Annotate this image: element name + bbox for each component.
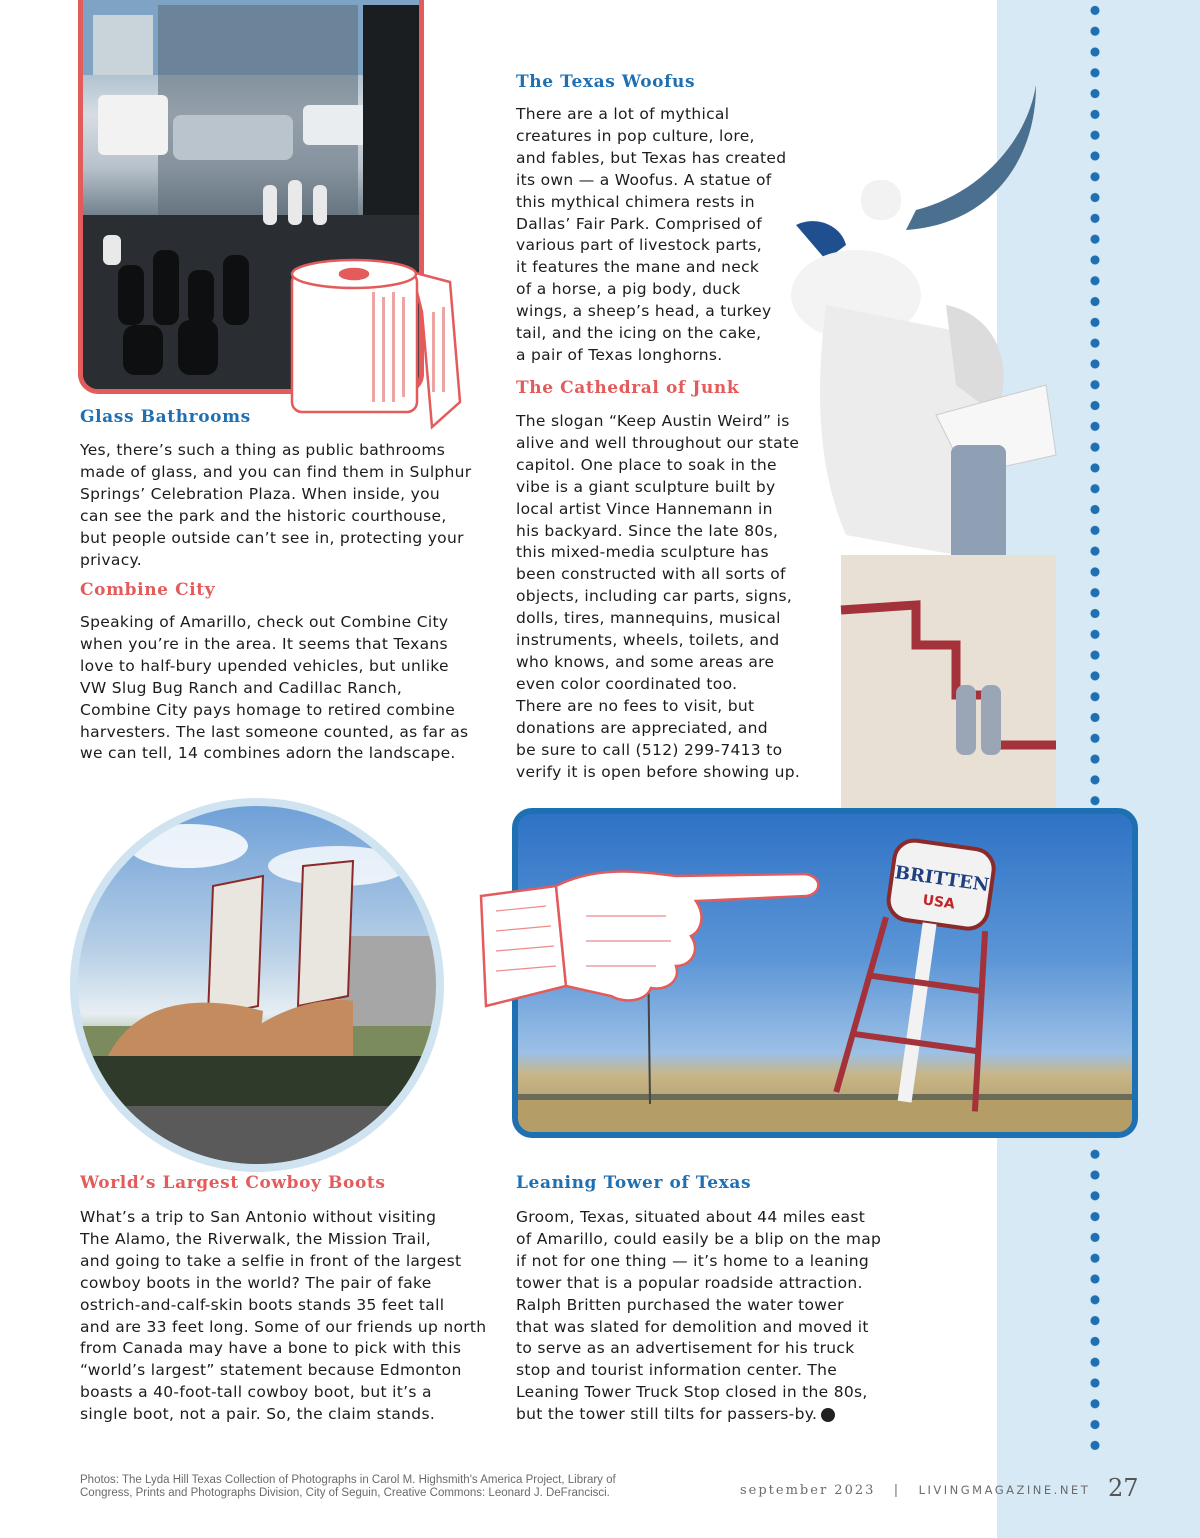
cathedral-body: The slogan “Keep Austin Weird” is alive and well throughout our state capitol. One place to soak in the vibe is a giant sculpture built by local artist Vince Hannemann in his backyard. Since the late 80s, this mixed-media sculpture has been constructed with all sorts of objects, including car parts, signs, dolls, tires, mannequins, musical instruments, wheels, toilets, and who knows, and some areas are even color coordinated too. There are no fees to visit, but donations are appreciated, and be sure to call (512) 299-7413 to verify it is open before showing up. <box>516 412 801 781</box>
pointing-hand-illustration <box>476 856 826 1011</box>
page-footer <box>740 1483 1090 1498</box>
dotted-rule <box>1089 0 1101 1460</box>
woofus-body: There are a lot of mythical creatures in pop culture, lore, and fables, but Texas has created its own — a Woofus. A statue of this mythical chimera rests in Dallas’ Fair Park. Comprised of various part of livestock parts, it features the mane and neck of a horse, a pig body, duck wings, a sheep’s head, a turkey tail, and the icing on the cake, a pair of Texas longhorns. <box>516 105 787 364</box>
boots-body: What’s a trip to San Antonio without visiting The Alamo, the Riverwalk, the Mission Trail, and going to take a selfie in front of the largest cowboy boots in the world? The pair of fake ostrich-and-calf-skin boots stands 35 feet tall and are 33 feet long. Some of our friends up north from Canada may have a bone to pick with this “world’s largest” statement because Edmonton boasts a 40-foot-tall cowboy boot, but it’s a single boot, not a pair. So, the claim stands. <box>80 1208 487 1424</box>
woofus-statue-illustration <box>786 85 1086 810</box>
website-link[interactable]: LIVINGMAGAZINE.NET <box>918 1483 1091 1497</box>
end-mark-icon <box>821 1408 835 1422</box>
woofus-heading: The Texas Woofus <box>516 72 696 92</box>
page-number: 27 <box>1108 1474 1139 1502</box>
tower-sign-usa: USA <box>921 892 956 913</box>
cathedral-heading: The Cathedral of Junk <box>516 378 740 398</box>
tower-sign-britten: BRITTEN <box>893 862 991 897</box>
cowboy-boots-photo <box>70 798 444 1172</box>
woofus-statue-photo <box>786 85 1086 810</box>
cowboy-boots-illustration <box>78 806 436 1164</box>
toilet-paper-illustration <box>282 252 472 442</box>
boots-heading: World’s Largest Cowboy Boots <box>80 1173 386 1193</box>
combine-body: Speaking of Amarillo, check out Combine City when you’re in the area. It seems that Texans love to half-bury upended vehicles, but unlike VW Slug Bug Ranch and Cadillac Ranch, Combine City pays homage to retired combine harvesters. The last someone counted, as far as we can tell, 14 combines adorn the landscape. <box>80 613 469 763</box>
issue-date: september 2023 <box>740 1483 876 1498</box>
glass-body: Yes, there’s such a thing as public bathrooms made of glass, and you can find them in Sulphur Springs’ Celebration Plaza. When inside, you can see the park and the historic courthouse, but people outside can’t see in, protecting your privacy. <box>80 441 472 569</box>
tower-heading: Leaning Tower of Texas <box>516 1173 752 1193</box>
combine-heading: Combine City <box>80 580 216 600</box>
glass-heading: Glass Bathrooms <box>80 407 251 427</box>
tower-body: Groom, Texas, situated about 44 miles east of Amarillo, could easily be a blip on the map if not for one thing — it’s home to a leaning tower that is a popular roadside attraction. Ralph Britten purchased the water tower that was slated for demolition and moved it to serve as an advertisement for his truck stop and tourist information center. The Leaning Tower Truck Stop closed in the 80s, but the tower still tilts for passers-by. <box>516 1208 882 1424</box>
photo-credits: Photos: The Lyda Hill Texas Collection of Photographs in Carol M. Highsmith's America Project, Library of Congress, Prints and Photographs Division, City of Seguin, Creative Commons: Leonard J. DeFrancisci. <box>80 1474 616 1499</box>
footer-separator: | <box>893 1483 901 1498</box>
